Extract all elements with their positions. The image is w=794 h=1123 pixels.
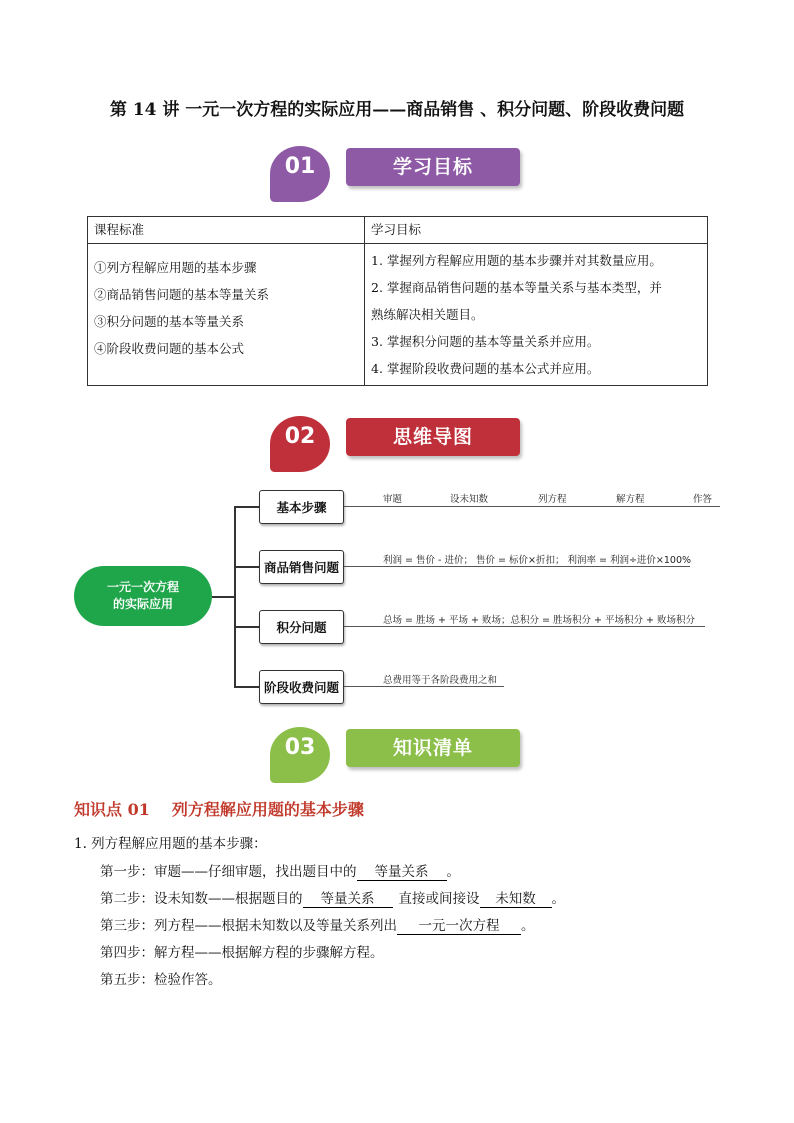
mindmap-leaf-step: 解方程	[616, 494, 645, 505]
fill-blank: 等量关系	[357, 860, 447, 881]
fill-blank: 未知数	[480, 887, 552, 908]
section-number: 03	[284, 735, 316, 760]
table-header-standards: 课程标准	[88, 217, 365, 244]
mindmap-connector	[212, 596, 235, 598]
step-text: 直接或间接设	[398, 891, 480, 907]
section-label: 知识清单	[392, 737, 473, 759]
mindmap-root-line1: 一元一次方程	[106, 580, 179, 594]
step-line-2	[100, 887, 565, 908]
step-line-3	[100, 914, 535, 935]
step-text: 。	[521, 918, 535, 934]
step-line-5: 第五步：检验作答。	[100, 972, 222, 988]
mindmap-leaf-step: 列方程	[538, 494, 567, 505]
mindmap-branch	[234, 626, 259, 628]
goal-item: 1. 掌握列方程解应用题的基本步骤并对其数量应用。	[371, 253, 662, 268]
knowledge-point-title: 列方程解应用题的基本步骤	[171, 800, 364, 819]
step-line-1	[100, 860, 460, 881]
section-label: 思维导图	[392, 426, 473, 448]
goals-cell	[365, 244, 708, 386]
section-header-mindmap	[270, 416, 525, 472]
mindmap-node-points: 积分问题	[259, 610, 344, 644]
mindmap-node-steps: 基本步骤	[259, 490, 344, 524]
step-line-4: 第四步：解方程——根据解方程的步骤解方程。	[100, 945, 384, 961]
goal-item: 2. 掌握商品销售问题的基本等量关系与基本类型，并	[371, 280, 662, 295]
step-text: 第二步：设未知数——根据题目的	[100, 891, 303, 907]
mindmap-branch	[234, 506, 259, 508]
mindmap-leaf-sales: 利润 = 售价 - 进价； 售价 = 标价×折扣； 利润率 = 利润÷进价×100%	[383, 555, 692, 566]
standard-item: ④阶段收费问题的基本公式	[94, 341, 245, 356]
mindmap-leaf-points: 总场 = 胜场 + 平场 + 败场；总积分 = 胜场积分 + 平场积分 + 败场积分	[383, 615, 695, 626]
knowledge-point-heading	[74, 797, 364, 820]
section-label-pill	[346, 729, 520, 767]
knowledge-point-label: 知识点 01	[74, 800, 150, 819]
mindmap-node-sales: 商品销售问题	[259, 550, 344, 584]
mindmap-branch	[234, 686, 259, 688]
goals-table	[87, 216, 708, 386]
mindmap-leaf-step: 作答	[693, 494, 713, 505]
step-text: 第三步：列方程——根据未知数以及等量关系列出	[100, 918, 397, 934]
mindmap-leaf-step: 设未知数	[450, 494, 489, 505]
section-header-goals	[270, 146, 525, 202]
knowledge-intro: 1. 列方程解应用题的基本步骤：	[74, 836, 267, 852]
mindmap-leaf-underline	[344, 506, 720, 507]
step-text: 。	[551, 891, 565, 907]
standard-item: ①列方程解应用题的基本步骤	[94, 260, 257, 275]
section-number: 02	[284, 424, 316, 449]
step-text: 。	[446, 864, 460, 880]
standards-cell	[88, 244, 365, 386]
table-header-goals: 学习目标	[365, 217, 708, 244]
fill-blank: 一元一次方程	[397, 914, 521, 935]
fill-blank: 等量关系	[303, 887, 393, 908]
mindmap-root-line2: 的实际应用	[112, 597, 173, 611]
standard-item: ②商品销售问题的基本等量关系	[94, 287, 270, 302]
mindmap-leaf-underline	[344, 626, 705, 627]
goal-item: 3. 掌握积分问题的基本等量关系并应用。	[371, 334, 600, 349]
mindmap-leaf-step: 审题	[383, 494, 403, 505]
section-label-pill	[346, 148, 520, 186]
section-label-pill	[346, 418, 520, 456]
page-title: 第 14 讲 一元一次方程的实际应用——商品销售 、积分问题、阶段收费问题	[109, 100, 685, 120]
mindmap-leaf-stage: 总费用等于各阶段费用之和	[383, 675, 498, 686]
mindmap-node-stage: 阶段收费问题	[259, 670, 344, 704]
section-label: 学习目标	[392, 156, 473, 178]
mindmap-branch	[234, 566, 259, 568]
mindmap-trunk	[234, 506, 236, 687]
step-text: 第一步：审题——仔细审题，找出题目中的	[100, 864, 357, 880]
section-number: 01	[284, 154, 316, 179]
goal-item: 熟练解决相关题目。	[371, 307, 484, 322]
mindmap-leaf-underline	[344, 566, 690, 567]
goal-item: 4. 掌握阶段收费问题的基本公式并应用。	[371, 361, 600, 376]
section-header-knowledge	[270, 727, 525, 783]
mindmap-leaf-underline	[344, 686, 504, 687]
mindmap-root	[74, 566, 212, 626]
standard-item: ③积分问题的基本等量关系	[94, 314, 245, 329]
